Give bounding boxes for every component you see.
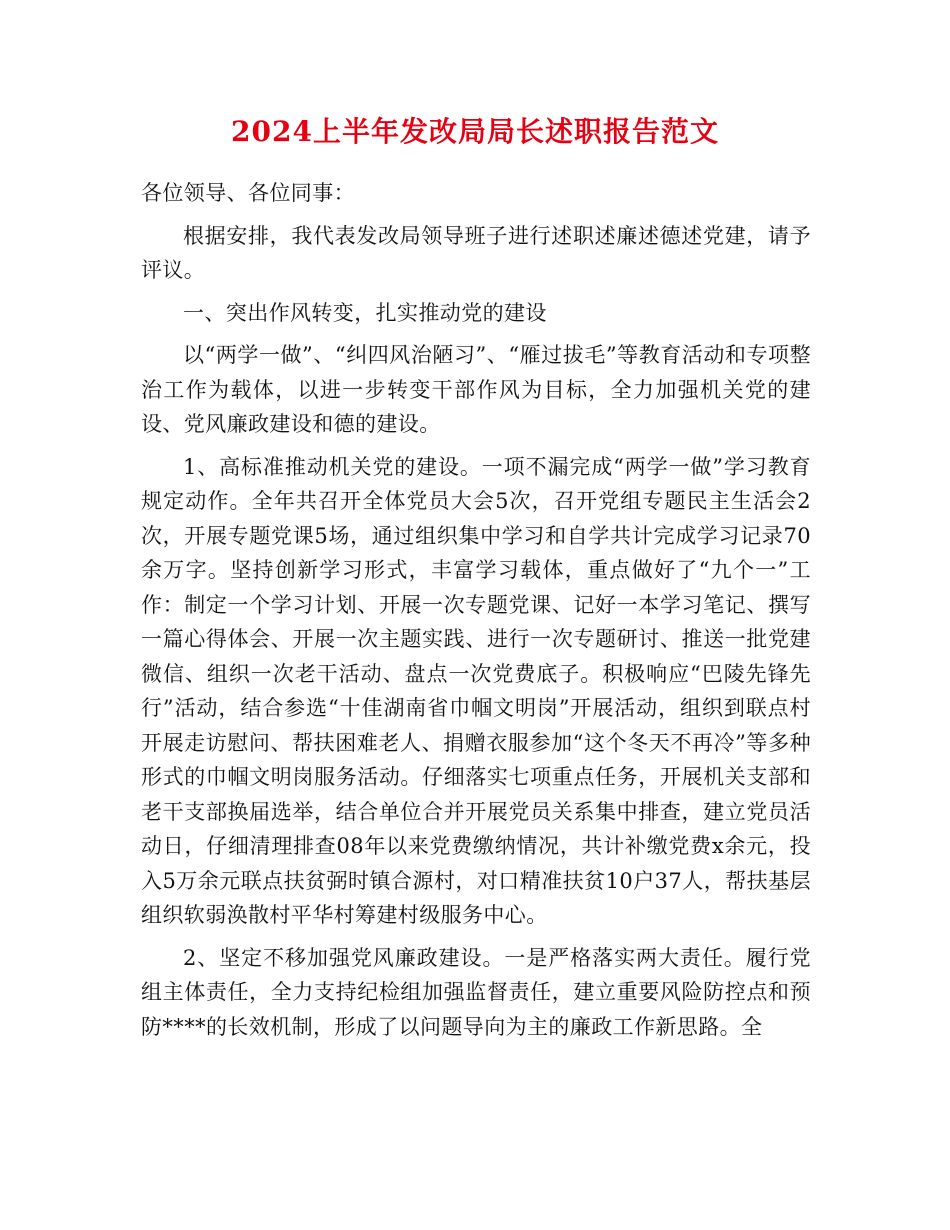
- paragraph-item-1: 1、高标准推动机关党的建设。一项不漏完成“两学一做”学习教育规定动作。全年共召开全体党员大会5次，召开党组专题民主生活会2次，开展专题党课5场，通过组织集中学习和自学共计完成学习记录70余万字。坚持创新学习形式，丰富学习载体，重点做好了“九个一”工作：制定一个学习计划、开展一次专题党课、记好一本学习笔记、撰写一篇心得体会、开展一次主题实践、进行一次专题研讨、推送一批党建微信、组织一次老干活动、盘点一次党费底子。积极响应“巴陵先锋先行”活动，结合参选“十佳湖南省巾帼文明岗”开展活动，组织到联点村开展走访慰问、帮扶困难老人、捐赠衣服参加“这个冬天不再冷”等多种形式的巾帼文明岗服务活动。仔细落实七项重点任务，开展机关支部和老干支部换届选举，结合单位合并开展党员关系集中排查，建立党员活动日，仔细清理排查08年以来党费缴纳情况，共计补缴党费x余元，投入5万余元联点扶贫弼时镇合源村，对口精准扶贫10户37人，帮扶基层组织软弱涣散村平华村筹建村级服务中心。: [141, 454, 811, 927]
- document-title: 2024上半年发改局局长述职报告范文: [231, 115, 719, 148]
- document-body: [141, 176, 811, 1044]
- salutation: 各位领导、各位同事：: [141, 181, 355, 205]
- paragraph-section-1-intro: 以“两学一做”、“纠四风治陋习”、“雁过拔毛”等教育活动和专项整治工作为载体，以进一步转变干部作风为目标，全力加强机关党的建设、党风廉政建设和德的建设。: [141, 343, 811, 436]
- section-heading-1: 一、突出作风转变，扎实推动党的建设: [183, 300, 547, 325]
- paragraph-item-2: 2、坚定不移加强党风廉政建设。一是严格落实两大责任。履行党组主体责任，全力支持纪检组加强监督责任，建立重要风险防控点和预防****的长效机制，形成了以问题导向为主的廉政工作新思路。全: [141, 945, 811, 1039]
- paragraph-intro: 根据安排，我代表发改局领导班子进行述职述廉述德述党建，请予评议。: [141, 223, 811, 282]
